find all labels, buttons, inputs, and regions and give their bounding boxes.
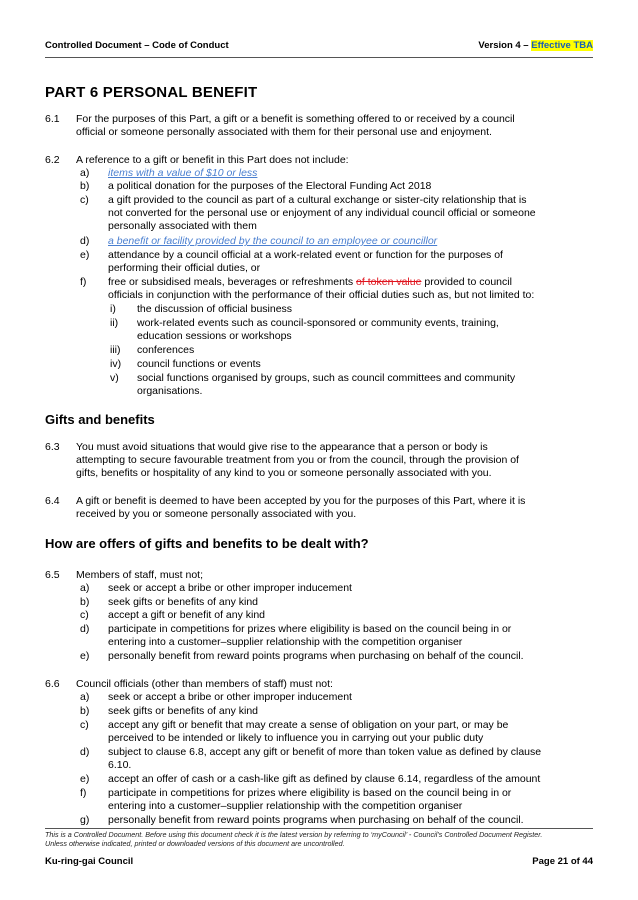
clause-number: 6.3 xyxy=(45,441,60,453)
clause-6-5-intro: Members of staff, must not; xyxy=(76,569,204,581)
list-item-text: seek gifts or benefits of any kind xyxy=(108,596,258,608)
clause-6-4-line: A gift or benefit is deemed to have been accepted by you for the purposes of this Part, where it is xyxy=(76,495,526,507)
list-item-text: performing their official duties, or xyxy=(108,262,261,274)
section-heading: How are offers of gifts and benefits to be dealt with? xyxy=(45,536,369,551)
list-item-text: subject to clause 6.8, accept any gift or benefit of more than token value as defined by clause xyxy=(108,746,542,758)
list-letter: c) xyxy=(80,609,89,621)
clause-6-3-line: gifts, benefits or hospitality of any kind to you or someone personally associated with you. xyxy=(76,467,492,479)
header-status-highlight: Effective TBA xyxy=(531,40,593,51)
clause-number: 6.5 xyxy=(45,569,60,581)
list-item-text: personally benefit from reward points programs when purchasing on behalf of the council. xyxy=(108,814,524,826)
list-item-text: attendance by a council official at a work-related event or function for the purposes of xyxy=(108,249,503,261)
list-letter: a) xyxy=(80,582,90,594)
list-letter: b) xyxy=(80,596,90,608)
list-letter: b) xyxy=(80,705,90,717)
list-letter: c) xyxy=(80,194,89,206)
list-item-text: free or subsidised meals, beverages or refreshments of token value provided to council xyxy=(108,276,512,288)
list-item-text: entering into a customer–supplier relationship with the competition organiser xyxy=(108,800,463,812)
list-letter: a) xyxy=(80,167,90,179)
sub-item-text: the discussion of official business xyxy=(137,303,293,315)
controlled-document-notice: This is a Controlled Document. Before using this document check it is the latest version by referring to ‘myCouncil’ - Council’s Controlled Document Register. xyxy=(45,830,543,839)
roman-numeral: iv) xyxy=(110,358,122,370)
list-letter: e) xyxy=(80,249,90,261)
clause-6-4-line: received by you or someone personally associated with you. xyxy=(76,508,357,520)
inserted-text-link[interactable]: items with a value of $10 or less xyxy=(108,167,258,179)
list-item-text: a political donation for the purposes of the Electoral Funding Act 2018 xyxy=(108,180,432,192)
inserted-text-link[interactable]: a benefit or facility provided by the council to an employee or councillor xyxy=(108,235,438,247)
clause-6-6-intro: Council officials (other than members of staff) must not: xyxy=(76,678,333,690)
clause-number: 6.6 xyxy=(45,678,60,690)
list-item-text: participate in competitions for prizes where eligibility is based on the council being in or xyxy=(108,623,512,635)
list-item-text: accept any gift or benefit that may create a sense of obligation on your part, or may be xyxy=(108,719,509,731)
list-letter: c) xyxy=(80,719,89,731)
list-item-text: accept an offer of cash or a cash-like gift as defined by clause 6.14, regardless of the amount xyxy=(108,773,541,785)
sub-item-text: conferences xyxy=(137,344,195,356)
list-letter: a) xyxy=(80,691,90,703)
roman-numeral: iii) xyxy=(110,344,121,356)
clause-6-1-line: official or someone personally associated with them for their personal use and enjoyment. xyxy=(76,126,492,138)
section-heading: Gifts and benefits xyxy=(45,412,155,427)
header-title: Controlled Document – Code of Conduct xyxy=(45,40,229,51)
roman-numeral: v) xyxy=(110,372,119,384)
sub-item-text: social functions organised by groups, such as council committees and community xyxy=(137,372,516,384)
clause-number: 6.1 xyxy=(45,113,60,125)
roman-numeral: i) xyxy=(110,303,116,315)
roman-numeral: ii) xyxy=(110,317,119,329)
list-item-text: entering into a customer–supplier relationship with the competition organiser xyxy=(108,636,463,648)
list-letter: e) xyxy=(80,650,90,662)
list-letter: f) xyxy=(80,787,87,799)
list-letter: e) xyxy=(80,773,90,785)
list-item-text: personally associated with them xyxy=(108,220,257,232)
list-item-text: seek gifts or benefits of any kind xyxy=(108,705,258,717)
list-letter: b) xyxy=(80,180,90,192)
list-letter: g) xyxy=(80,814,90,826)
list-item-text: 6.10. xyxy=(108,759,132,771)
list-letter: d) xyxy=(80,623,90,635)
list-item-text: participate in competitions for prizes where eligibility is based on the council being in or xyxy=(108,787,512,799)
header-rule xyxy=(45,57,593,58)
sub-item-text: council functions or events xyxy=(137,358,261,370)
sub-item-text: education sessions or workshops xyxy=(137,330,292,342)
deleted-text: of token value xyxy=(356,276,422,288)
list-item-text: seek or accept a bribe or other improper inducement xyxy=(108,582,352,594)
header-version: Version 4 – Effective TBA xyxy=(478,40,593,51)
clause-6-3-line: You must avoid situations that would give rise to the appearance that a person or body is xyxy=(76,441,488,453)
controlled-document-notice: Unless otherwise indicated, printed or downloaded versions of this document are uncontrolled. xyxy=(45,839,345,848)
list-letter: d) xyxy=(80,746,90,758)
list-item-text: accept a gift or benefit of any kind xyxy=(108,609,266,621)
list-item-text: a gift provided to the council as part of a cultural exchange or sister-city relationship that is xyxy=(108,194,527,206)
clause-6-3-line: attempting to secure favourable treatment from you or from the council, through the provision of xyxy=(76,454,519,466)
clause-6-1-line: For the purposes of this Part, a gift or a benefit is something offered to or received by a council xyxy=(76,113,515,125)
list-item-text: not converted for the personal use or enjoyment of any individual council official or someone xyxy=(108,207,536,219)
footer-rule xyxy=(45,828,593,829)
part-title: PART 6 PERSONAL BENEFIT xyxy=(45,84,258,101)
list-letter: f) xyxy=(80,276,87,288)
sub-item-text: work-related events such as council-sponsored or community events, training, xyxy=(137,317,499,329)
page-number: Page 21 of 44 xyxy=(532,856,593,867)
list-item-text: officials in conjunction with the performance of their official duties such as, but not limited to: xyxy=(108,289,535,301)
list-letter: d) xyxy=(80,235,90,247)
footer-organisation: Ku-ring-gai Council xyxy=(45,856,134,867)
sub-item-text: organisations. xyxy=(137,385,203,397)
list-item-text: perceived to be intended or likely to influence you in carrying out your public duty xyxy=(108,732,484,744)
clause-number: 6.2 xyxy=(45,154,60,166)
page-header xyxy=(45,40,593,54)
list-item-text: seek or accept a bribe or other improper inducement xyxy=(108,691,352,703)
list-item-text: personally benefit from reward points programs when purchasing on behalf of the council. xyxy=(108,650,524,662)
clause-number: 6.4 xyxy=(45,495,60,507)
clause-6-2-intro: A reference to a gift or benefit in this Part does not include: xyxy=(76,154,349,166)
